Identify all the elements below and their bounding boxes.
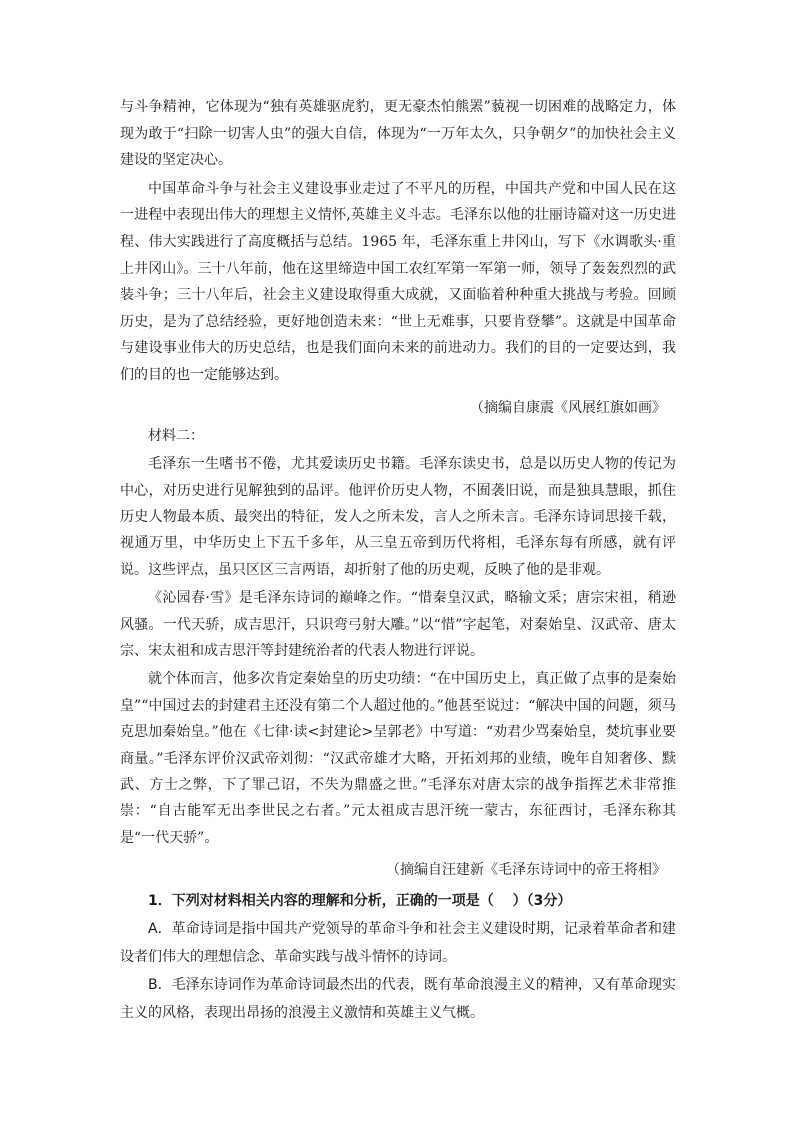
- material1-paragraph-1: 与斗争精神，它体现为“独有英雄驱虎豹，更无豪杰怕熊罴”藐视一切困难的战略定力，体现为敢于“扫除一切害人虫”的强大自信，体现为“一万年太久，只争朝夕”的加快社会主义建设的坚定决心。: [120, 99, 676, 169]
- document-body: [120, 94, 676, 1027]
- material2-label: 材料二：: [148, 427, 204, 444]
- material1-paragraph-2: 中国革命斗争与社会主义建设事业走过了不平凡的历程，中国共产党和中国人民在这一进程中表现出伟大的理想主义情怀,英雄主义斗志。毛泽东以他的壮丽诗篇对这一历史进程、伟大实践进行了高度概括与总结。1965 年，毛泽东重上井冈山，写下《水调歌头·重上井冈山》。三十八年前，他在这里缔造中国工农红军第一军第一师，领导了轰轰烈烈的武装斗争；三十八年后，社会主义建设取得重大成就，又面临着种种重大挑战与考验。回顾历史，是为了总结经验，更好地创造未来：“世上无难事，只要肯登攀”。这就是中国革命与建设事业伟大的历史总结，也是我们面向未来的前进动力。我们的目的一定要达到，我们的目的也一定能够达到。: [120, 180, 676, 383]
- material2-paragraph-2: 《沁园春·雪》是毛泽东诗词的巅峰之作。“惜秦皇汉武，略输文采；唐宗宋祖，稍逊风骚。一代天骄，成吉思汗，只识弯弓射大雕。”以“惜”字起笔，对秦始皇、汉武帝、唐太宗、宋太祖和成吉思汗等封建统治者的代表人物进行评说。: [120, 590, 676, 659]
- question-1-stem: 1．下列对材料相关内容的理解和分析，正确的一项是（ ）（3分）: [148, 893, 572, 910]
- material2-paragraph-3: 就个体而言，他多次肯定秦始皇的历史功绩：“在中国历史上，真正做了点事的是秦始皇”“中国过去的封建君主还没有第二个人超过他的。”他甚至说过：“解决中国的问题，须马克思加秦始皇。”他在《七律·读<封建论>呈郭老》中写道：“劝君少骂秦始皇，焚坑事业要商量。”毛泽东评价汉武帝刘彻：“汉武帝雄才大略，开拓刘邦的业绩，晚年自知奢侈、黩武、方士之弊，下了罪己诏，不失为鼎盛之世。”毛泽东对唐太宗的战争指挥艺术非常推崇：“自古能军无出李世民之右者。”元太祖成吉思汗统一蒙古，东征西讨，毛泽东称其是“一代天骄”。: [120, 671, 676, 846]
- material2-source: （摘编自汪建新《毛泽东诗词中的帝王将相》: [386, 862, 666, 879]
- material1-source: （摘编自康震《风展红旗如画》: [470, 399, 666, 416]
- question-1-option-a[interactable]: A．革命诗词是指中国共产党领导的革命斗争和社会主义建设时期，记录着革命者和建设者们伟大的理想信念、革命实践与战斗情怀的诗词。: [120, 921, 676, 966]
- material2-paragraph-1: 毛泽东一生嗜书不倦，尤其爱读历史书籍。毛泽东读史书，总是以历史人物的传记为中心，对历史进行见解独到的品评。他评价历史人物，不囿袭旧说，而是独具慧眼，抓住历史人物最本质、最突出的特征，发人之所未发，言人之所未言。毛泽东诗词思接千载，视通万里，中华历史上下五千多年，从三皇五帝到历代将相，毛泽东每有所感，就有评说。这些评点，虽只区区三言两语，却折射了他的历史观，反映了他的是非观。: [120, 456, 676, 578]
- question-1-option-b[interactable]: B．毛泽东诗词作为革命诗词最杰出的代表，既有革命浪漫主义的精神，又有革命现实主义的风格，表现出昂扬的浪漫主义激情和英雄主义气概。: [120, 977, 676, 1022]
